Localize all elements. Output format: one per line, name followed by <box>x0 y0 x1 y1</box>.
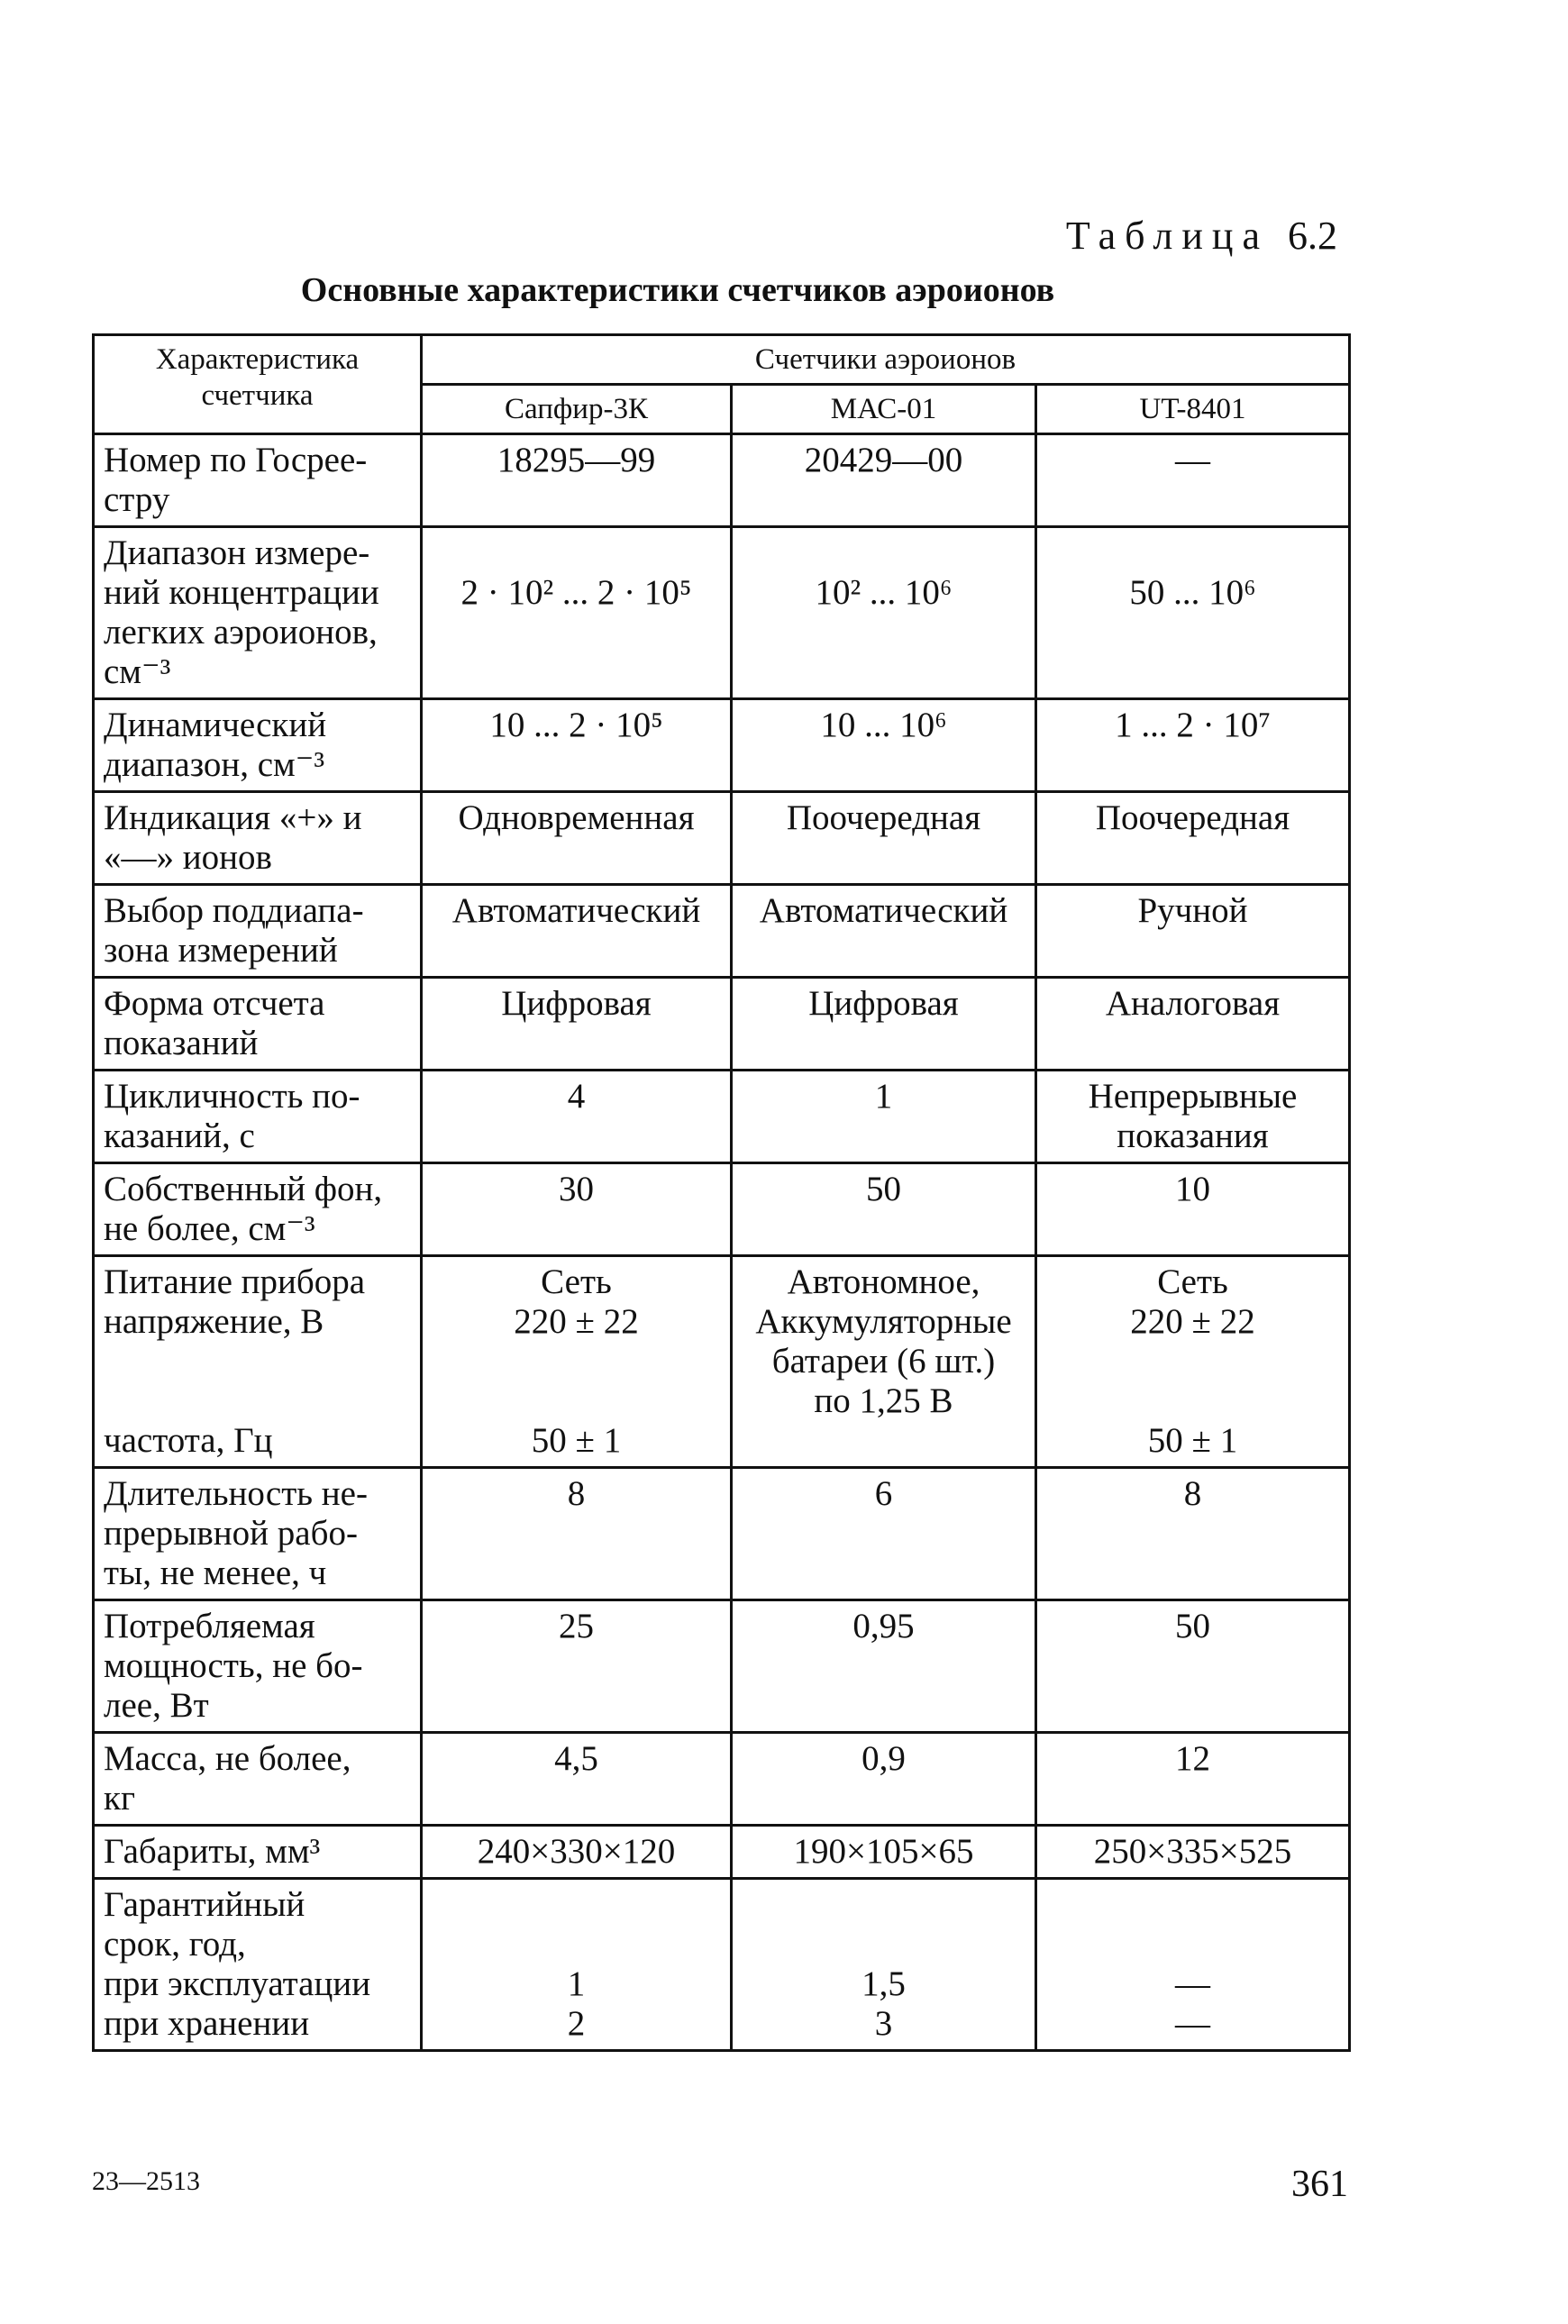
cell-sapfir <box>422 792 732 885</box>
row-label-line <box>104 1342 411 1381</box>
cell-mas <box>732 1468 1036 1600</box>
cell-line: 8 <box>1183 1474 1202 1513</box>
cell-line: Сеть <box>1157 1262 1228 1301</box>
cell-ut <box>1036 699 1350 792</box>
row-label-line: показаний <box>104 1024 259 1062</box>
row-label-line: Масса, не более, <box>104 1739 351 1778</box>
table-row <box>94 1163 1350 1256</box>
cell-line: 220 ± 22 <box>514 1302 639 1341</box>
cell-line: 1,5 <box>861 1964 906 2003</box>
row-label <box>94 1600 422 1733</box>
table-caption <box>1066 213 1337 259</box>
table-row <box>94 978 1350 1071</box>
row-label-line <box>104 1381 411 1421</box>
cell-ut <box>1036 1733 1350 1826</box>
row-label <box>94 885 422 978</box>
cell-line: 250×335×525 <box>1093 1832 1292 1871</box>
cell-line: 1 <box>874 1077 893 1116</box>
cell-ut <box>1036 1163 1350 1256</box>
row-label-line: при хранении <box>104 2004 310 2043</box>
row-label-line: Длительность не- <box>104 1474 368 1513</box>
cell-sapfir <box>422 1826 732 1879</box>
row-label-line: зона измерений <box>104 931 338 970</box>
cell-line: Ручной <box>1137 891 1248 930</box>
row-label-line: не более, см⁻³ <box>104 1209 315 1248</box>
row-label-line: Диапазон измере- <box>104 533 370 572</box>
row-label <box>94 434 422 527</box>
row-label <box>94 527 422 699</box>
row-label <box>94 978 422 1071</box>
row-label-line: «—» ионов <box>104 838 272 877</box>
header-model: UT-8401 <box>1036 385 1350 434</box>
header-group: Счетчики аэроионов <box>422 335 1350 385</box>
row-label-line: Питание прибора <box>104 1262 366 1301</box>
cell-line: Автоматический <box>451 891 701 930</box>
row-label-line: Собственный фон, <box>104 1170 383 1208</box>
table-caption-label: Таблица <box>1065 214 1269 258</box>
table-row <box>94 527 1350 699</box>
header-row-1 <box>94 335 1350 385</box>
cell-ut <box>1036 1600 1350 1733</box>
table-row <box>94 1071 1350 1163</box>
cell-sapfir <box>422 885 732 978</box>
table-row <box>94 1600 1350 1733</box>
cell-line: 10² ... 10⁶ <box>815 573 953 612</box>
cell-mas <box>732 527 1036 699</box>
spec-table <box>92 333 1351 2052</box>
cell-line: 240×330×120 <box>477 1832 676 1871</box>
cell-ut <box>1036 527 1350 699</box>
table-row <box>94 1733 1350 1826</box>
row-label-line: Индикация «+» и <box>104 798 362 837</box>
cell-sapfir <box>422 1071 732 1163</box>
cell-line: 1 ... 2 · 10⁷ <box>1115 706 1271 744</box>
cell-line: 12 <box>1175 1739 1210 1778</box>
cell-line: по 1,25 В <box>814 1381 953 1420</box>
cell-mas <box>732 434 1036 527</box>
cell-mas <box>732 885 1036 978</box>
cell-line <box>432 1925 721 1964</box>
cell-mas <box>732 1071 1036 1163</box>
cell-sapfir <box>422 527 732 699</box>
cell-line: 4 <box>567 1077 586 1116</box>
cell-mas <box>732 978 1036 1071</box>
row-label-line: ты, не менее, ч <box>104 1554 327 1592</box>
header-model: Сапфир-3К <box>422 385 732 434</box>
cell-mas <box>732 1879 1036 2051</box>
row-label-line: мощность, не бо- <box>104 1646 363 1685</box>
cell-line: батареи (6 шт.) <box>771 1342 996 1381</box>
cell-ut <box>1036 792 1350 885</box>
row-label-line: см⁻³ <box>104 652 171 691</box>
cell-line: 10 ... 2 · 10⁵ <box>489 706 663 744</box>
cell-sapfir <box>422 434 732 527</box>
cell-line: 50 <box>866 1170 901 1208</box>
row-label-line: диапазон, см⁻³ <box>104 745 325 784</box>
cell-line: Аналоговая <box>1105 984 1281 1023</box>
cell-mas <box>732 1733 1036 1826</box>
cell-line <box>1046 1925 1339 1964</box>
cell-line: 25 <box>559 1607 594 1645</box>
table-row <box>94 885 1350 978</box>
cell-mas <box>732 1256 1036 1468</box>
cell-line: Цифровая <box>501 984 652 1023</box>
row-label <box>94 1468 422 1600</box>
row-label-line: Потребляемая <box>104 1607 315 1645</box>
cell-ut <box>1036 1879 1350 2051</box>
cell-line: показания <box>1117 1116 1269 1155</box>
cell-line: Автоматический <box>759 891 1008 930</box>
table-row <box>94 1826 1350 1879</box>
cell-mas <box>732 1163 1036 1256</box>
cell-ut <box>1036 1256 1350 1468</box>
table-row <box>94 792 1350 885</box>
cell-line: 50 ± 1 <box>531 1421 622 1460</box>
cell-line: — <box>1175 2004 1210 2043</box>
row-label-line: прерывной рабо- <box>104 1514 358 1553</box>
row-label-line: лее, Вт <box>104 1686 209 1725</box>
cell-line <box>432 1885 721 1925</box>
cell-line: 6 <box>874 1474 893 1513</box>
cell-line <box>742 1885 1026 1925</box>
row-label-line: Номер по Госрее- <box>104 441 368 479</box>
row-label <box>94 1826 422 1879</box>
row-label-line: Гарантийный <box>104 1885 305 1924</box>
cell-line: 30 <box>559 1170 594 1208</box>
cell-line <box>742 1925 1026 1964</box>
cell-line: 10 <box>1175 1170 1210 1208</box>
cell-line <box>742 533 1026 573</box>
cell-line <box>432 1342 721 1381</box>
cell-line: 0,95 <box>852 1607 915 1645</box>
cell-line: 50 <box>1175 1607 1210 1645</box>
cell-line: 50 ... 10⁶ <box>1129 573 1256 612</box>
cell-mas <box>732 1826 1036 1879</box>
cell-line: 20429—00 <box>804 441 963 479</box>
row-label-line: Габариты, мм³ <box>104 1832 321 1871</box>
table-row <box>94 699 1350 792</box>
cell-ut <box>1036 1826 1350 1879</box>
cell-sapfir <box>422 1468 732 1600</box>
row-label <box>94 792 422 885</box>
row-label-line: напряжение, В <box>104 1302 324 1341</box>
cell-line: 1 <box>567 1964 586 2003</box>
table-caption-number: 6.2 <box>1288 214 1337 258</box>
cell-mas <box>732 1600 1036 1733</box>
header-model: МАС-01 <box>732 385 1036 434</box>
table-row <box>94 1256 1350 1468</box>
cell-line: — <box>1175 441 1210 479</box>
cell-line <box>1046 533 1339 573</box>
cell-sapfir <box>422 1600 732 1733</box>
row-label-line: срок, год, <box>104 1925 246 1964</box>
cell-line: 50 ± 1 <box>1147 1421 1238 1460</box>
cell-line: Поочередная <box>786 798 981 837</box>
header-characteristic-line: счетчика <box>201 379 314 412</box>
cell-line: 190×105×65 <box>793 1832 974 1871</box>
table-body <box>94 434 1350 2051</box>
cell-line: Автономное, <box>787 1262 980 1301</box>
cell-sapfir <box>422 978 732 1071</box>
cell-line: Аккумуляторные <box>755 1302 1012 1341</box>
cell-line <box>1046 1885 1339 1925</box>
cell-line: 0,9 <box>861 1739 906 1778</box>
cell-line <box>1046 1381 1339 1421</box>
cell-line: — <box>1175 1964 1210 2003</box>
table-title: Основные характеристики счетчиков аэроионов <box>300 271 1055 309</box>
cell-line: Сеть <box>541 1262 612 1301</box>
cell-ut <box>1036 978 1350 1071</box>
cell-line: 8 <box>567 1474 586 1513</box>
row-label-line: ний концентрации <box>104 573 379 612</box>
cell-sapfir <box>422 699 732 792</box>
cell-line: 18295—99 <box>497 441 656 479</box>
row-label <box>94 1163 422 1256</box>
row-label-line: казаний, с <box>104 1116 255 1155</box>
cell-line: 3 <box>874 2004 893 2043</box>
table-row <box>94 1468 1350 1600</box>
row-label-line: стру <box>104 480 170 519</box>
row-label-line: Выбор поддиапа- <box>104 891 364 930</box>
cell-line: 4,5 <box>554 1739 598 1778</box>
cell-sapfir <box>422 1256 732 1468</box>
footer-code: 23—2513 <box>92 2166 200 2196</box>
row-label-line: при эксплуатации <box>104 1964 371 2003</box>
cell-mas <box>732 792 1036 885</box>
row-label <box>94 1733 422 1826</box>
cell-mas <box>732 699 1036 792</box>
header-characteristic <box>94 335 422 434</box>
cell-sapfir <box>422 1879 732 2051</box>
cell-line: 2 <box>567 2004 586 2043</box>
header-characteristic-line: Характеристика <box>155 343 360 376</box>
cell-line: 2 · 10² ... 2 · 10⁵ <box>460 573 692 612</box>
cell-ut <box>1036 885 1350 978</box>
row-label-line: частота, Гц <box>104 1421 273 1460</box>
row-label <box>94 1256 422 1468</box>
cell-line <box>1046 1342 1339 1381</box>
table-row <box>94 1879 1350 2051</box>
cell-ut <box>1036 434 1350 527</box>
row-label <box>94 1071 422 1163</box>
cell-sapfir <box>422 1163 732 1256</box>
row-label-line: Форма отсчета <box>104 984 325 1023</box>
cell-line: Одновременная <box>458 798 695 837</box>
cell-line: 220 ± 22 <box>1130 1302 1255 1341</box>
row-label-line: Динамический <box>104 706 327 744</box>
row-label <box>94 699 422 792</box>
page-number: 361 <box>1291 2164 1348 2205</box>
row-label-line: кг <box>104 1779 135 1818</box>
cell-ut <box>1036 1071 1350 1163</box>
cell-line: Поочередная <box>1095 798 1290 837</box>
cell-line: Цифровая <box>808 984 959 1023</box>
row-label <box>94 1879 422 2051</box>
cell-line: 10 ... 10⁶ <box>820 706 947 744</box>
cell-ut <box>1036 1468 1350 1600</box>
row-label-line: легких аэроионов, <box>104 613 378 652</box>
cell-line: Непрерывные <box>1088 1077 1298 1116</box>
cell-line <box>432 1381 721 1421</box>
row-label-line: Цикличность по- <box>104 1077 360 1116</box>
cell-sapfir <box>422 1733 732 1826</box>
table-row <box>94 434 1350 527</box>
cell-line <box>432 533 721 573</box>
